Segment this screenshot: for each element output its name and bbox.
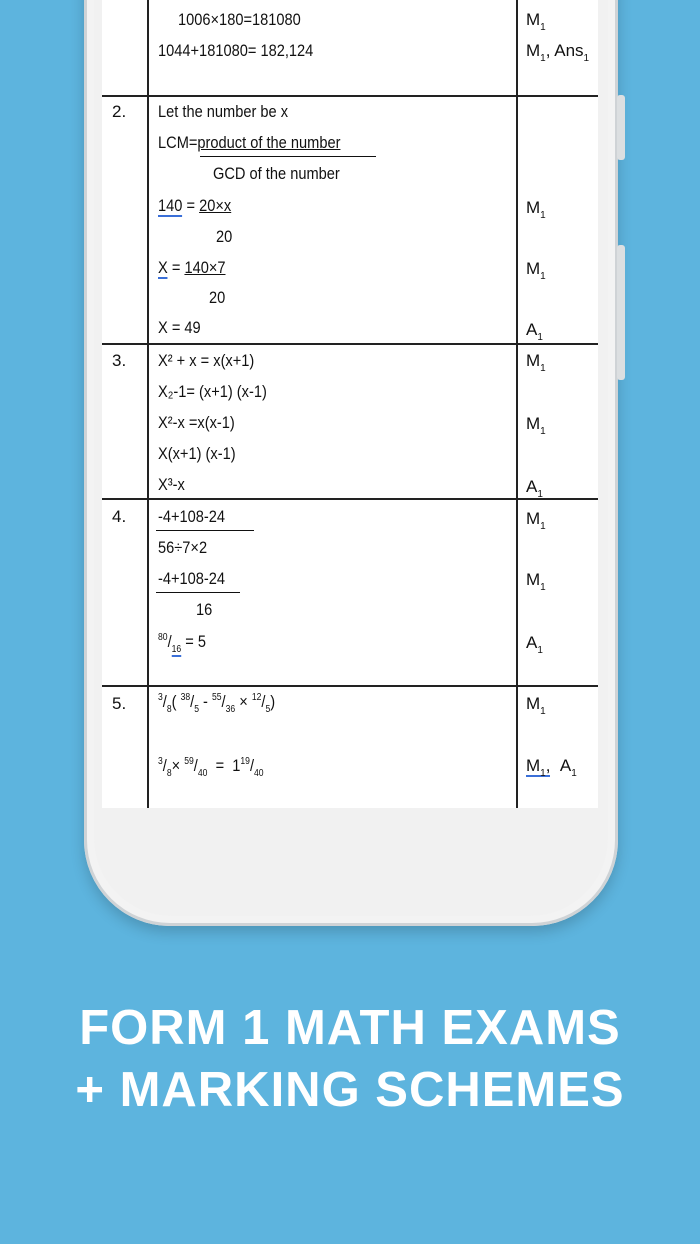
mark-label: M <box>526 351 541 370</box>
working-line: X₂-1= (x+1) (x-1) <box>158 382 267 401</box>
mark-label: A <box>526 633 538 652</box>
working-line <box>158 258 226 278</box>
working-line: 1006×180=181080 <box>178 10 301 29</box>
working-text: 140×7 <box>184 258 226 277</box>
working-line: X² + x = x(x+1) <box>158 351 255 370</box>
working-line: $^3/_8$( $^{38}/_5 - ^{55}/_{36} \times ^{12}/_5$) <box>158 692 276 715</box>
working-line <box>158 632 206 655</box>
mark-label: $M_1$, <box>526 756 551 779</box>
working-line <box>158 196 231 216</box>
mark-label: M <box>526 259 541 278</box>
mark-label: A <box>526 477 538 496</box>
mark-subscript: 1 <box>583 53 590 64</box>
promo-caption-line2: + MARKING SCHEMES <box>75 1063 625 1117</box>
mark-label: , Ans <box>545 41 584 60</box>
mark-cell <box>526 320 543 343</box>
fraction-denominator: 16 <box>171 644 182 655</box>
mark-subscript: 1 <box>540 22 546 33</box>
mark-subscript: 1 <box>540 706 546 717</box>
mark-label: M <box>526 570 541 589</box>
working-text: X <box>158 258 168 277</box>
mark-label: M <box>526 10 541 29</box>
mark-subscript: 1 <box>540 521 546 532</box>
mark-cell <box>526 633 543 656</box>
mark-subscript: 1 <box>571 768 577 779</box>
mark-cell <box>526 10 546 33</box>
mark-cell <box>526 414 546 437</box>
mark-subscript: 1 <box>537 332 543 343</box>
question-number: 4. <box>112 507 127 526</box>
mark-subscript: 1 <box>540 582 546 593</box>
mark-cell <box>526 198 546 221</box>
working-text: 20×x <box>199 196 232 215</box>
mark-cell <box>526 259 546 282</box>
mark-cell <box>526 41 590 64</box>
working-line: X³-x <box>158 475 185 494</box>
mark-subscript: 1 <box>537 489 543 500</box>
mark-subscript: 1 <box>537 645 543 656</box>
working-line: X(x+1) (x-1) <box>158 444 236 463</box>
question-number: 2. <box>112 102 127 121</box>
fraction-slash: / <box>167 632 172 651</box>
fraction-numerator: 80 <box>158 632 168 643</box>
phone-side-button <box>617 95 625 160</box>
table-border <box>102 685 598 687</box>
question-number: 5. <box>112 694 127 713</box>
working-text: LCM= <box>158 133 198 152</box>
mark-cell <box>526 477 543 500</box>
table-border <box>102 343 598 345</box>
fraction-bar <box>156 592 240 593</box>
mark-cell <box>526 509 546 532</box>
table-border <box>102 95 598 97</box>
mark-label: M <box>526 41 541 60</box>
table-border <box>102 498 598 500</box>
mark-label: M <box>526 414 541 433</box>
working-line: 20 <box>216 227 233 246</box>
working-line: -4+108-24 <box>158 507 226 526</box>
mark-label: M <box>526 509 541 528</box>
mark-subscript: 1 <box>540 426 546 437</box>
working-line: Let the number be x <box>158 102 289 121</box>
fraction-bar <box>156 530 254 531</box>
working-text: product of the number <box>197 133 341 152</box>
question-number: 3. <box>112 351 127 370</box>
working-line: GCD of the number <box>213 164 340 183</box>
mark-subscript: 1 <box>540 271 546 282</box>
promo-caption-line1: FORM 1 MATH EXAMS <box>79 1001 621 1055</box>
working-line <box>158 133 340 153</box>
mark-cell <box>526 756 577 779</box>
working-line: -4+108-24 <box>158 569 226 588</box>
mark-label: M <box>526 198 541 217</box>
mark-label: A <box>526 320 538 339</box>
mark-label: M <box>526 694 541 713</box>
mark-cell <box>526 351 546 374</box>
working-text: = 5 <box>181 632 207 651</box>
working-line: 20 <box>209 288 226 307</box>
fraction-bar <box>200 156 376 157</box>
working-text: 140 <box>158 196 183 215</box>
working-line: X = 49 <box>158 318 201 337</box>
mark-subscript: 1 <box>540 53 546 64</box>
working-line: 56÷7×2 <box>158 538 208 557</box>
mark-cell <box>526 694 546 717</box>
mark-subscript: 1 <box>540 363 546 374</box>
mark-subscript: 1 <box>540 210 546 221</box>
document-screen <box>102 0 598 808</box>
mark-label: A <box>559 756 572 775</box>
working-text: = <box>171 258 181 277</box>
phone-side-button <box>617 245 625 380</box>
working-text: = <box>186 196 196 215</box>
working-line: 16 <box>196 600 213 619</box>
mark-cell <box>526 570 546 593</box>
working-line: $^3/_8\times ^{59}/_{40} = 1^{19}/_{40}$ <box>158 756 264 779</box>
working-line: X²-x =x(x-1) <box>158 413 235 432</box>
working-line: 1044+181080= 182,124 <box>158 41 314 60</box>
